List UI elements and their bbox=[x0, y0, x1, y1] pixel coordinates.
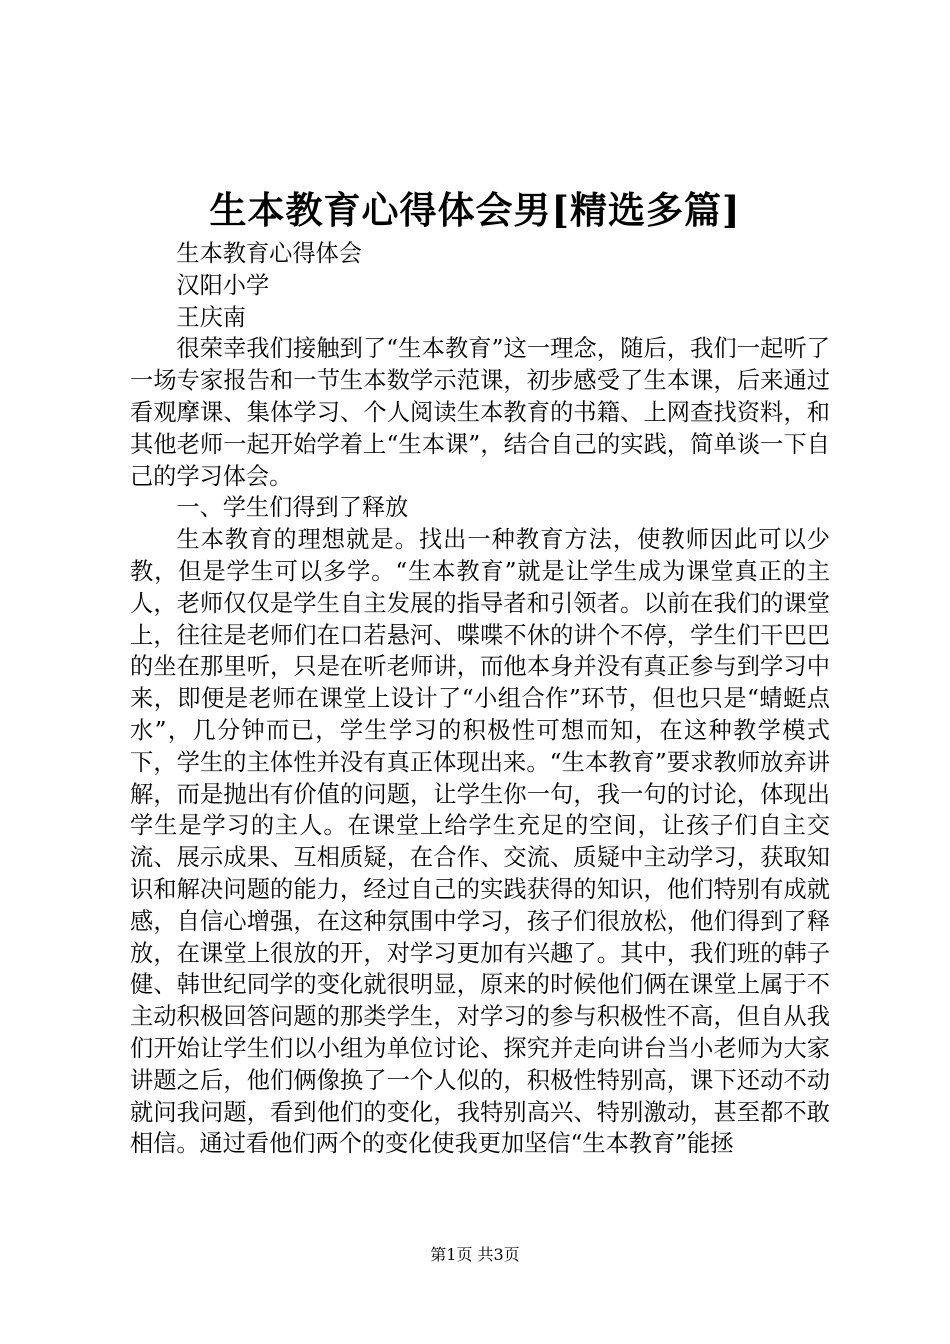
paragraph-main: 生本教育的理想就是。找出一种教育方法，使教师因此可以少教，但是学生可以多学。“生本教育”就是让学生成为课堂真正的主人，老师仅仅是学生自主发展的指导者和引领者。以前在我们的课堂上，往往是老师们在口若悬河、喋喋不休的讲个不停，学生们干巴巴的坐在那里听，只是在听老师讲，而他本身并没有真正参与到学习中来，即便是老师在课堂上设计了“小组合作”环节，但也只是“蜻蜓点水”，几分钟而已，学生学习的积极性可想而知，在这种教学模式下，学生的主体性并没有真正体现出来。“生本教育”要求教师放弃讲解，而是抛出有价值的问题，让学生你一句，我一句的讨论，体现出学生是学习的主人。在课堂上给学生充足的空间，让孩子们自主交流、展示成果、互相质疑，在合作、交流、质疑中主动学习，获取知识和解决问题的能力，经过自己的实践获得的知识，他们特别有成就感，自信心增强，在这种氛围中学习，孩子们很放松，他们得到了释放，在课堂上很放的开，对学习更加有兴趣了。其中，我们班的韩子健、韩世纪同学的变化就很明显，原来的时候他们俩在课堂上属于不主动积极回答问题的那类学生，对学习的参与积极性不高，但自从我们开始让学生们以小组为单位讨论、探究并走向讲台当小老师为大家讲题之后，他们俩像换了一个人似的，积极性特别高，课下还动不动就问我问题，看到他们的变化，我特别高兴、特别激动，甚至都不敢相信。通过看他们两个的变化使我更加坚信“生本教育”能拯 bbox=[130, 526, 830, 1158]
paragraph-school: 汉阳小学 bbox=[176, 271, 270, 299]
page-footer: 第1页 共3页 bbox=[430, 1245, 520, 1264]
paragraph-heading: 生本教育心得体会 bbox=[176, 240, 362, 267]
section-heading: 一、学生们得到了释放 bbox=[176, 494, 409, 522]
paragraph-intro: 很荣幸我们接触到了“生本教育”这一理念，随后，我们一起听了一场专家报告和一节生本数学示范课，初步感受了生本课，后来通过看观摩课、集体学习、个人阅读生本教育的书籍、上网查找资料，和其他老师一起开始学着上“生本课”，结合自己的实践，简单谈一下自己的学习体会。 bbox=[130, 335, 830, 490]
document-body bbox=[130, 238, 830, 1160]
document-title: 生本教育心得体会男[精选多篇] bbox=[209, 188, 741, 232]
paragraph-author: 王庆南 bbox=[176, 303, 246, 331]
